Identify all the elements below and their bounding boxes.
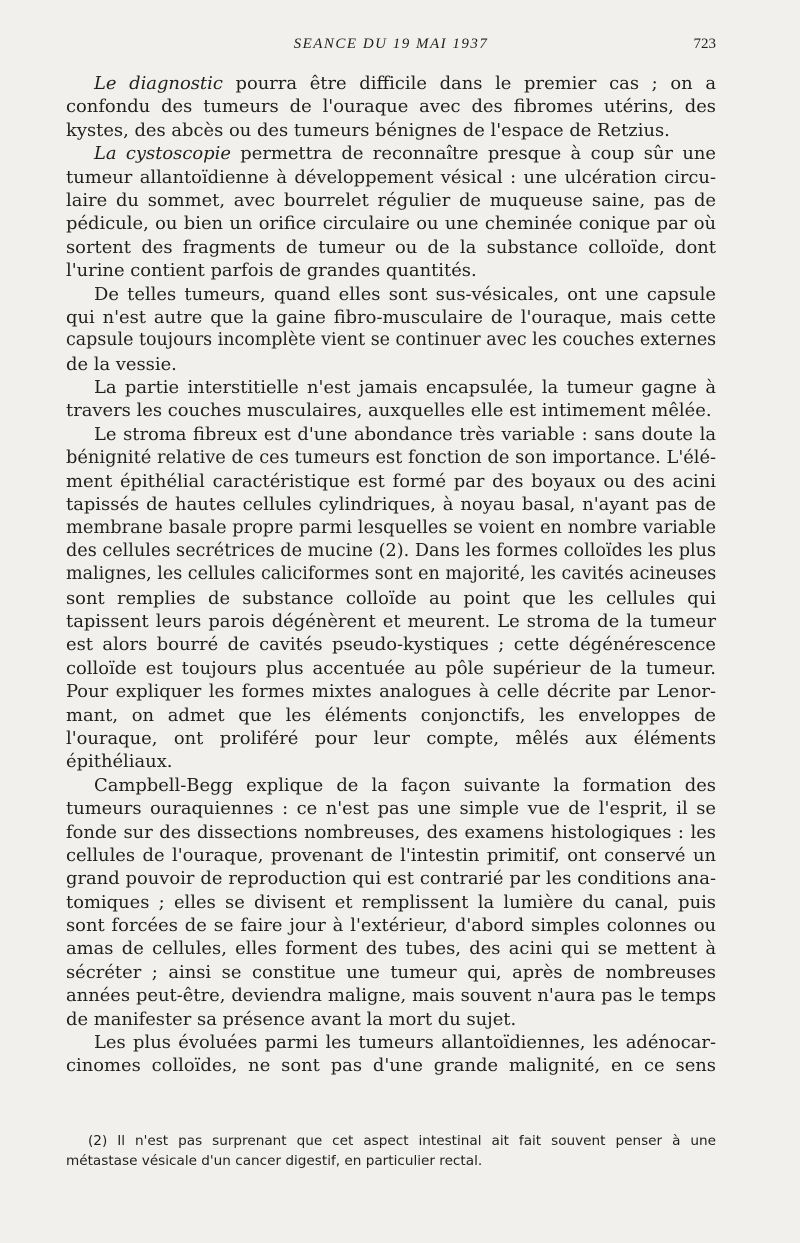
text-line: tapissés de hautes cellules cylindriques, à noyau basal, n'ayant pas de (66, 494, 716, 516)
text-line: pédicule, ou bien un orifice circulaire ou une cheminée conique par où (66, 213, 716, 235)
text-line: tapissent leurs parois dégénèrent et meurent. Le stroma de la tumeur (66, 610, 716, 632)
text-line: grand pouvoir de reproduction qui est contrarié par les conditions ana- (66, 868, 716, 890)
text-line: membrane basale propre parmi lesquelles se voient en nombre variable (66, 517, 716, 539)
text-line: sortent des fragments de tumeur ou de la substance colloïde, dont (66, 236, 716, 258)
text-line: Pour expliquer les formes mixtes analogues à celle décrite par Lenor- (66, 681, 716, 703)
text-line: mant, on admet que les éléments conjonctifs, les enveloppes de (66, 704, 716, 726)
text-line: kystes, des abcès ou des tumeurs bénignes de l'espace de Retzius. (66, 119, 670, 141)
italic-term: Le diagnostic (94, 73, 223, 94)
text-line: de la vessie. (66, 353, 177, 375)
text-line: bénignité relative de ces tumeurs est fonction de son importance. L'élé- (66, 447, 716, 469)
text-line: capsule toujours incomplète vient se continuer avec les couches externes (66, 330, 717, 351)
text-line: laire du sommet, avec bourrelet régulier de muqueuse saine, pas de (66, 189, 716, 211)
footnote-line: métastase vésicale d'un cancer digestif, en particulier rectal. (66, 1153, 483, 1169)
text-line: est alors bourré de cavités pseudo-kystiques ; cette dégénérescence (66, 634, 716, 656)
text-line: épithéliaux. (66, 751, 173, 773)
text-line: qui n'est autre que la gaine fibro-musculaire de l'ouraque, mais cette (66, 306, 716, 328)
text-line: sécréter ; ainsi se constitue une tumeur qui, après de nombreuses (66, 961, 716, 983)
running-title: SEANCE DU 19 MAI 1937 (293, 36, 489, 52)
text-line: De telles tumeurs, quand elles sont sus-vésicales, ont une capsule (94, 283, 716, 305)
text-line: des cellules secrétrices de mucine (2). Dans les formes colloïdes les plus (66, 540, 716, 561)
footnote-line: (2) Il n'est pas surprenant que cet aspect intestinal ait fait souvent penser à une (88, 1133, 716, 1149)
text-line: malignes, les cellules caliciformes sont en majorité, les cavités acineuses (66, 564, 717, 585)
text-line: travers les couches musculaires, auxquelles elle est intimement mêlée. (66, 400, 712, 422)
body-text (66, 72, 716, 1078)
text-line: Campbell-Begg explique de la façon suivante la formation des (94, 774, 716, 796)
text-line: l'urine contient parfois de grandes quantités. (66, 260, 477, 282)
text-line: l'ouraque, ont proliféré pour leur compte, mêlés aux éléments (66, 727, 716, 749)
text-line-rest: permettra de reconnaître presque à coup sûr une (230, 143, 716, 165)
text-line: Les plus évoluées parmi les tumeurs allantoïdiennes, les adénocar- (94, 1032, 716, 1054)
footnote (66, 1131, 716, 1171)
text-line: ment épithélial caractéristique est formé par des boyaux ou des acini (66, 470, 716, 492)
text-line: confondu des tumeurs de l'ouraque avec des fibromes utérins, des (66, 96, 716, 118)
text-line: tumeurs ouraquiennes : ce n'est pas une simple vue de l'esprit, il se (66, 798, 716, 820)
text-line: cinomes colloïdes, ne sont pas d'une grande malignité, en ce sens (66, 1055, 716, 1077)
italic-term: La cystoscopie (94, 143, 231, 165)
text-line: colloïde est toujours plus accentuée au pôle supérieur de la tumeur. (66, 657, 716, 679)
text-line (66, 142, 716, 165)
text-line: de manifester sa présence avant la mort du sujet. (66, 1008, 517, 1030)
text-line (66, 72, 716, 95)
running-header (66, 36, 716, 58)
text-line: amas de cellules, elles forment des tubes, des acini qui se mettent à (66, 938, 716, 960)
text-line: cellules de l'ouraque, provenant de l'intestin primitif, ont conservé un (66, 844, 716, 866)
text-line-rest: pourra être difficile dans le premier cas ; on a (222, 73, 716, 94)
text-line: sont remplies de substance colloïde au point que les cellules qui (66, 587, 716, 609)
text-line: années peut-être, deviendra maligne, mais souvent n'aura pas le temps (66, 985, 716, 1007)
text-line: tumeur allantoïdienne à développement vésical : une ulcération circu- (66, 166, 716, 188)
page-number: 723 (693, 36, 716, 52)
text-line: tomiques ; elles se divisent et remplissent la lumière du canal, puis (66, 891, 716, 913)
text-line: La partie interstitielle n'est jamais encapsulée, la tumeur gagne à (94, 377, 716, 399)
text-line: Le stroma fibreux est d'une abondance très variable : sans doute la (94, 423, 716, 445)
text-line: fonde sur des dissections nombreuses, des examens histologiques : les (66, 821, 716, 843)
text-line: sont forcées de se faire jour à l'extérieur, d'abord simples colonnes ou (66, 915, 716, 937)
